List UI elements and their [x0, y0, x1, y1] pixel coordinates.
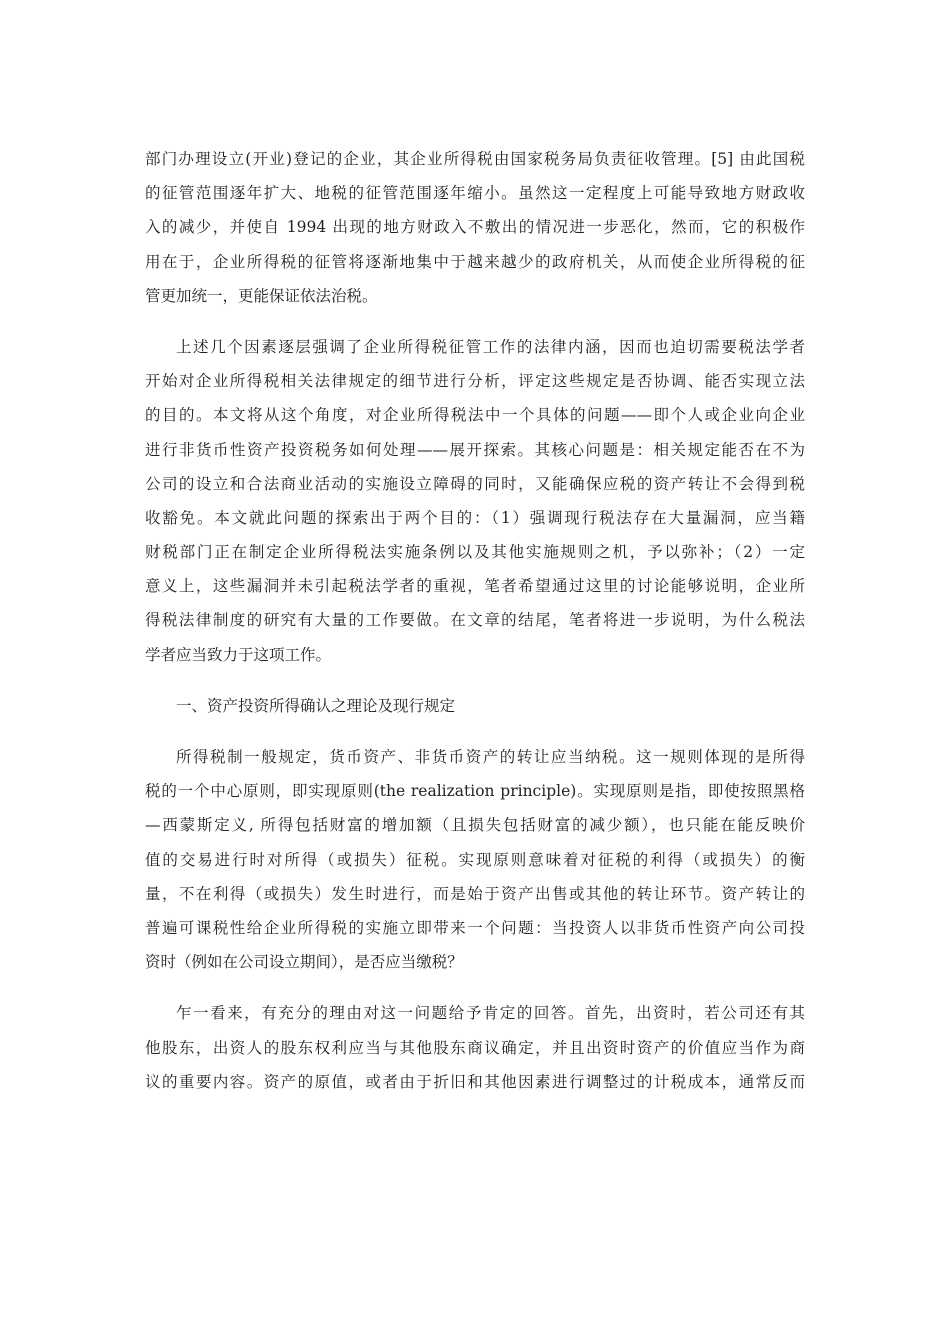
paragraph-line: —西蒙斯定义, 所得包括财富的增加额（且损失包括财富的减少额），也只能在能反映价: [145, 816, 805, 835]
paragraph-2: [145, 330, 805, 672]
paragraph-line: 得税法律制度的研究有大量的工作要做。在文章的结尾，笔者将进一步说明，为什么税法: [145, 611, 805, 630]
paragraph-line: 开始对企业所得税相关法律规定的细节进行分析，评定这些规定是否协调、能否实现立法: [145, 372, 805, 391]
paragraph-line: 进行非货币性资产投资税务如何处理——展开探索。其核心问题是：相关规定能否在不为: [145, 440, 805, 459]
paragraph-line: 所得税制一般规定，货币资产、非货币资产的转让应当纳税。这一规则体现的是所得: [176, 748, 805, 766]
paragraph-line: 资时（例如在公司设立期间），是否应当缴税？: [145, 953, 463, 972]
paragraph-line: 管更加统一，更能保证依法治税。: [145, 286, 378, 305]
section-heading: [145, 689, 805, 723]
paragraph-line: 值的交易进行时对所得（或损失）征税。实现原则意味着对征税的利得（或损失）的衡: [145, 850, 805, 869]
paragraph-line: 的目的。本文将从这个角度，对企业所得税法中一个具体的问题——即个人或企业向企业: [145, 406, 805, 425]
paragraph-3: [145, 740, 805, 979]
paragraph-4: [145, 996, 805, 1099]
paragraph-line: 税的一个中心原则，即实现原则(the realization principle)。实现原则是指，即使按照黑格: [145, 782, 805, 801]
paragraph-line: 用在于，企业所得税的征管将逐渐地集中于越来越少的政府机关，从而使企业所得税的征: [145, 252, 805, 271]
paragraph-line: 他股东，出资人的股东权利应当与其他股东商议确定，并且出资时资产的价值应当作为商: [145, 1038, 805, 1057]
paragraph-line: 议的重要内容。资产的原值，或者由于折旧和其他因素进行调整过的计税成本，通常反而: [145, 1072, 805, 1091]
paragraph-line: 乍一看来，有充分的理由对这一问题给予肯定的回答。首先，出资时，若公司还有其: [176, 1004, 805, 1023]
paragraph-line: 的征管范围逐年扩大、地税的征管范围逐年缩小。虽然这一定程度上可能导致地方财政收: [145, 184, 805, 203]
paragraph-line: 部门办理设立(开业)登记的企业，其企业所得税由国家税务局负责征收管理。[5] 由此国税: [145, 150, 805, 168]
paragraph-line: 普遍可课税性给企业所得税的实施立即带来一个问题：当投资人以非货币性资产向公司投: [145, 918, 805, 937]
paragraph-line: 意义上，这些漏洞并未引起税法学者的重视，笔者希望通过这里的讨论能够说明，企业所: [145, 577, 805, 596]
paragraph-line: 财税部门正在制定企业所得税法实施条例以及其他实施规则之机，予以弥补；（2）一定: [145, 543, 805, 562]
paragraph-line: 学者应当致力于这项工作。: [145, 645, 332, 664]
paragraph-1: [145, 142, 805, 313]
paragraph-line: 公司的设立和合法商业活动的实施设立障碍的同时，又能确保应税的资产转让不会得到税: [145, 474, 805, 493]
document-page: [145, 142, 805, 1116]
paragraph-line: 入的减少，并使自 1994 出现的地方财政入不敷出的情况进一步恶化，然而，它的积极作: [145, 218, 805, 237]
paragraph-line: 上述几个因素逐层强调了企业所得税征管工作的法律内涵，因而也迫切需要税法学者: [176, 337, 805, 356]
paragraph-line: 量，不在利得（或损失）发生时进行，而是始于资产出售或其他的转让环节。资产转让的: [145, 884, 805, 903]
paragraph-line: 收豁免。本文就此问题的探索出于两个目的：（1）强调现行税法存在大量漏洞，应当籍: [145, 508, 805, 527]
section-heading-text: 一、资产投资所得确认之理论及现行规定: [176, 696, 456, 715]
